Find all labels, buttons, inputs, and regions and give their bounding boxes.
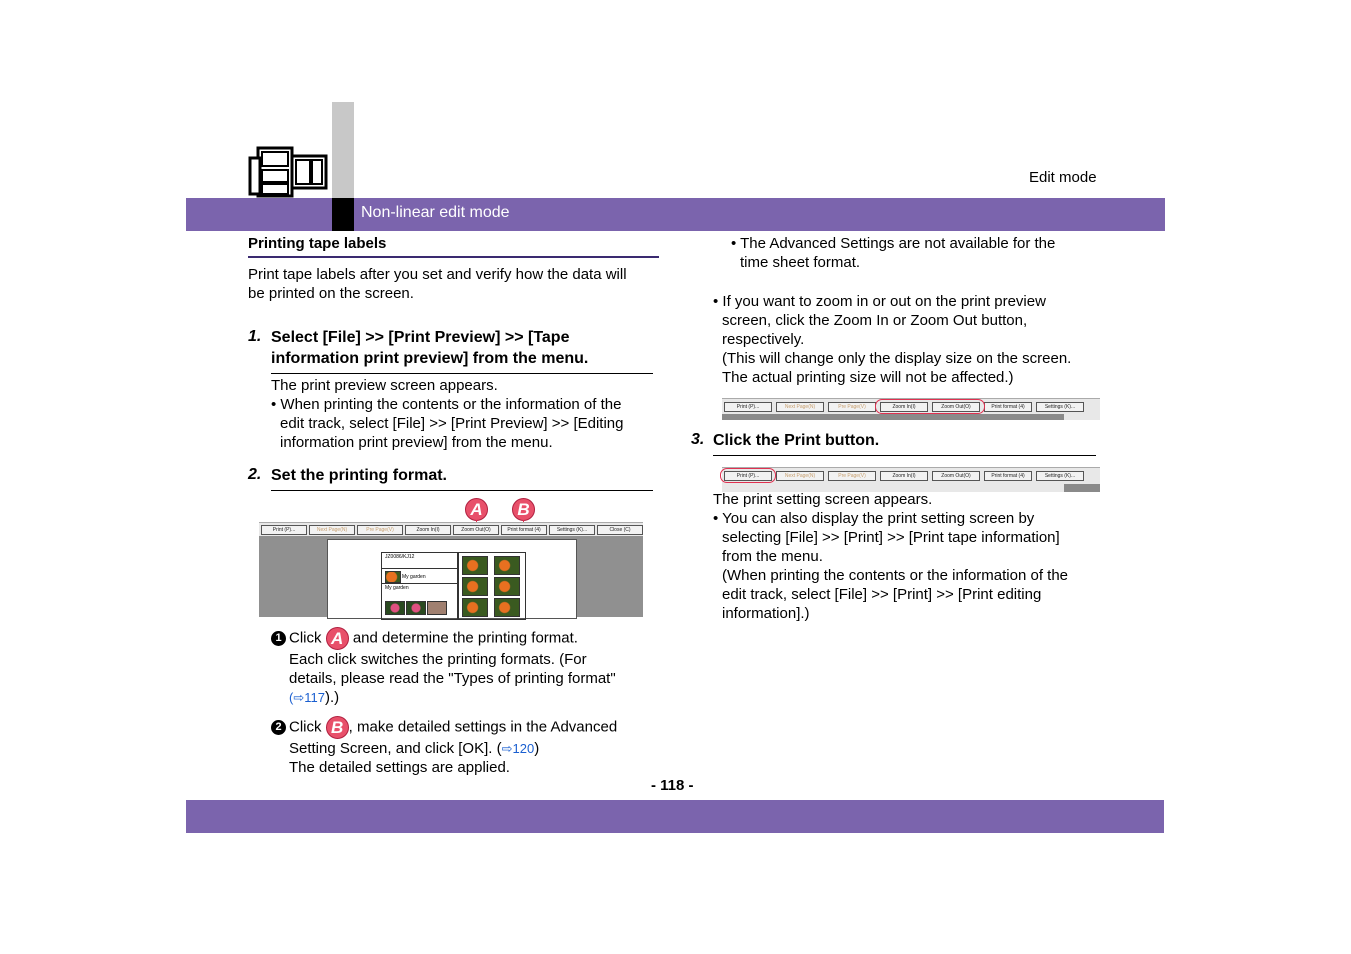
- bullet-line: edit track, select [File] >> [Print] >> [Print editing: [722, 586, 1042, 603]
- bullet-line: information print preview] from the menu.: [280, 434, 553, 451]
- prev-page-button[interactable]: Pre Page(V): [828, 471, 876, 481]
- note-line: (This will change only the display size on the screen.: [722, 350, 1072, 367]
- prev-page-button[interactable]: Pre Page(V): [357, 525, 403, 535]
- print-format-button[interactable]: Print format (4): [501, 525, 547, 535]
- label-id: JZ0086/KJ12: [385, 554, 415, 560]
- item-text: Setting Screen, and click [OK]. (: [289, 740, 502, 757]
- page-number: - 118 -: [651, 777, 694, 794]
- item-text: and determine the printing format.: [352, 629, 578, 647]
- note-line: screen, click the Zoom In or Zoom Out button,: [722, 312, 1028, 329]
- link-close: ).): [324, 689, 340, 706]
- note-line: • The Advanced Settings are not available for the: [731, 235, 1056, 252]
- section-label: Edit mode: [1029, 169, 1097, 186]
- step-title-line: Select [File] >> [Print Preview] >> [Tape: [271, 329, 570, 346]
- label-subtitle: My garden: [385, 585, 409, 591]
- step2-item-2: [271, 716, 661, 777]
- step-result: The print setting screen appears.: [713, 491, 933, 508]
- note-line: time sheet format.: [740, 254, 861, 271]
- prev-page-button[interactable]: Pre Page(V): [828, 402, 876, 412]
- thumbnail: [427, 601, 447, 615]
- zoom-out-button[interactable]: Zoom Out(O): [453, 525, 499, 535]
- print-toolbar-screenshot: [722, 467, 1100, 492]
- section-heading: Printing tape labels: [248, 235, 387, 252]
- step3-body: [713, 490, 1113, 623]
- step1-body: [271, 376, 661, 452]
- thumbnail: [494, 577, 520, 596]
- next-page-button[interactable]: Next Page(N): [776, 402, 824, 412]
- print-format-button[interactable]: Print format (4): [984, 402, 1032, 412]
- thumbnail: [462, 556, 488, 575]
- close-button[interactable]: Close (C): [597, 525, 643, 535]
- link-open: (: [289, 690, 294, 705]
- zoom-in-button[interactable]: Zoom In(I): [880, 471, 928, 481]
- header-tab-black: [332, 198, 354, 231]
- settings-button[interactable]: Settings (K)...: [1036, 402, 1084, 412]
- zoom-highlight-ring: [875, 399, 985, 414]
- zoom-note: [713, 292, 1113, 387]
- item-text: Click: [289, 629, 322, 647]
- item-marker: 1: [271, 631, 286, 646]
- step2-item-1: [271, 627, 661, 707]
- callout-a-badge: A: [465, 498, 488, 521]
- preview-toolbar: [259, 522, 643, 536]
- label-table: [381, 552, 458, 620]
- link-text: 117: [304, 690, 325, 705]
- thumbnail: [406, 601, 426, 615]
- preview-canvas: [259, 536, 643, 617]
- item-line: Each click switches the printing formats. (For: [289, 651, 587, 668]
- preview-page: [327, 539, 577, 619]
- label-title: My garden: [402, 574, 426, 580]
- step-title: Click the Print button.: [713, 432, 880, 449]
- arrow-icon: ⇨: [501, 741, 513, 756]
- intro-line: Print tape labels after you set and verify how the data will: [248, 266, 627, 283]
- callout-a-inline-badge: A: [326, 627, 349, 650]
- step-title: Set the printing format.: [271, 467, 447, 484]
- bullet-line: from the menu.: [722, 548, 823, 565]
- callout-b-inline-badge: B: [326, 716, 349, 739]
- print-preview-screenshot: [259, 496, 643, 617]
- item-text: Click: [289, 718, 322, 736]
- step-title-line: information print preview] from the menu.: [271, 350, 589, 367]
- item-line: [271, 627, 661, 650]
- advanced-note: [731, 234, 1111, 272]
- next-page-button[interactable]: Next Page(N): [309, 525, 355, 535]
- item-line: [271, 739, 661, 758]
- next-page-button[interactable]: Next Page(N): [776, 471, 824, 481]
- zoom-in-button[interactable]: Zoom In(I): [880, 402, 928, 412]
- item-line: details, please read the "Types of printing format": [289, 670, 616, 687]
- thumbnail: [462, 598, 488, 617]
- bullet-line: selecting [File] >> [Print] >> [Print tape information]: [722, 529, 1060, 546]
- note-line: respectively.: [722, 331, 805, 348]
- bullet-line: information].): [722, 605, 810, 622]
- callout-b-badge: B: [512, 498, 535, 521]
- item-text: , make detailed settings in the Advanced: [348, 718, 618, 736]
- print-button[interactable]: Print (P)...: [724, 471, 772, 481]
- thumbnail: [494, 598, 520, 617]
- step-number: 2.: [248, 466, 262, 483]
- zoom-in-button[interactable]: Zoom In(I): [405, 525, 451, 535]
- item-line: [271, 688, 661, 707]
- print-button[interactable]: Print (P)...: [261, 525, 307, 535]
- bullet-line: • You can also display the print setting screen by: [713, 510, 1035, 527]
- label-row-divider: [382, 583, 457, 584]
- zoom-toolbar-screenshot: [722, 398, 1100, 420]
- step3-title-box: [713, 430, 1096, 456]
- header-tab-grey: [332, 102, 354, 198]
- ref-link[interactable]: [289, 690, 325, 705]
- thumbnail: [462, 577, 488, 596]
- step-number: 3.: [691, 431, 705, 448]
- step-number: 1.: [248, 328, 262, 345]
- print-button[interactable]: Print (P)...: [724, 402, 772, 412]
- toolbar-shadow-gap: [1064, 414, 1100, 420]
- note-line: • If you want to zoom in or out on the print preview: [713, 293, 1046, 310]
- item-line: [271, 716, 661, 739]
- item-line: The detailed settings are applied.: [289, 759, 510, 776]
- label-row-divider: [382, 568, 457, 569]
- bullet-line: • When printing the contents or the information of the: [271, 396, 622, 413]
- zoom-out-button[interactable]: Zoom Out(O): [932, 471, 980, 481]
- intro-line: be printed on the screen.: [248, 285, 414, 302]
- band-title: Non-linear edit mode: [361, 204, 510, 221]
- ref-link[interactable]: [502, 741, 535, 756]
- footer-band: [186, 800, 1164, 833]
- thumbnail-grid: [458, 552, 526, 620]
- settings-button[interactable]: Settings (K)...: [549, 525, 595, 535]
- step1-title-box: [271, 327, 653, 374]
- toolbar-shadow: [722, 414, 1100, 420]
- item-marker: 2: [271, 720, 286, 735]
- step2-title-box: [271, 465, 653, 491]
- note-line: The actual printing size will not be affected.): [722, 369, 1014, 386]
- intro-paragraph: [248, 265, 668, 303]
- thumbnail: [385, 601, 405, 615]
- print-highlight-ring: [720, 468, 776, 483]
- zoom-out-button[interactable]: Zoom Out(O): [932, 402, 980, 412]
- bullet-line: (When printing the contents or the information of the: [722, 567, 1069, 584]
- arrow-icon: ⇨: [293, 690, 305, 705]
- thumbnail: [385, 571, 401, 583]
- print-format-button[interactable]: Print format (4): [984, 471, 1032, 481]
- bullet-line: edit track, select [File] >> [Print Preview] >> [Editing: [280, 415, 624, 432]
- settings-button[interactable]: Settings (K)...: [1036, 471, 1084, 481]
- section-heading-box: [248, 234, 659, 258]
- step-result: The print preview screen appears.: [271, 377, 498, 394]
- film-strip-icon: [248, 146, 330, 198]
- link-text: 120: [512, 741, 535, 756]
- thumbnail: [494, 556, 520, 575]
- item-text: ): [534, 740, 540, 757]
